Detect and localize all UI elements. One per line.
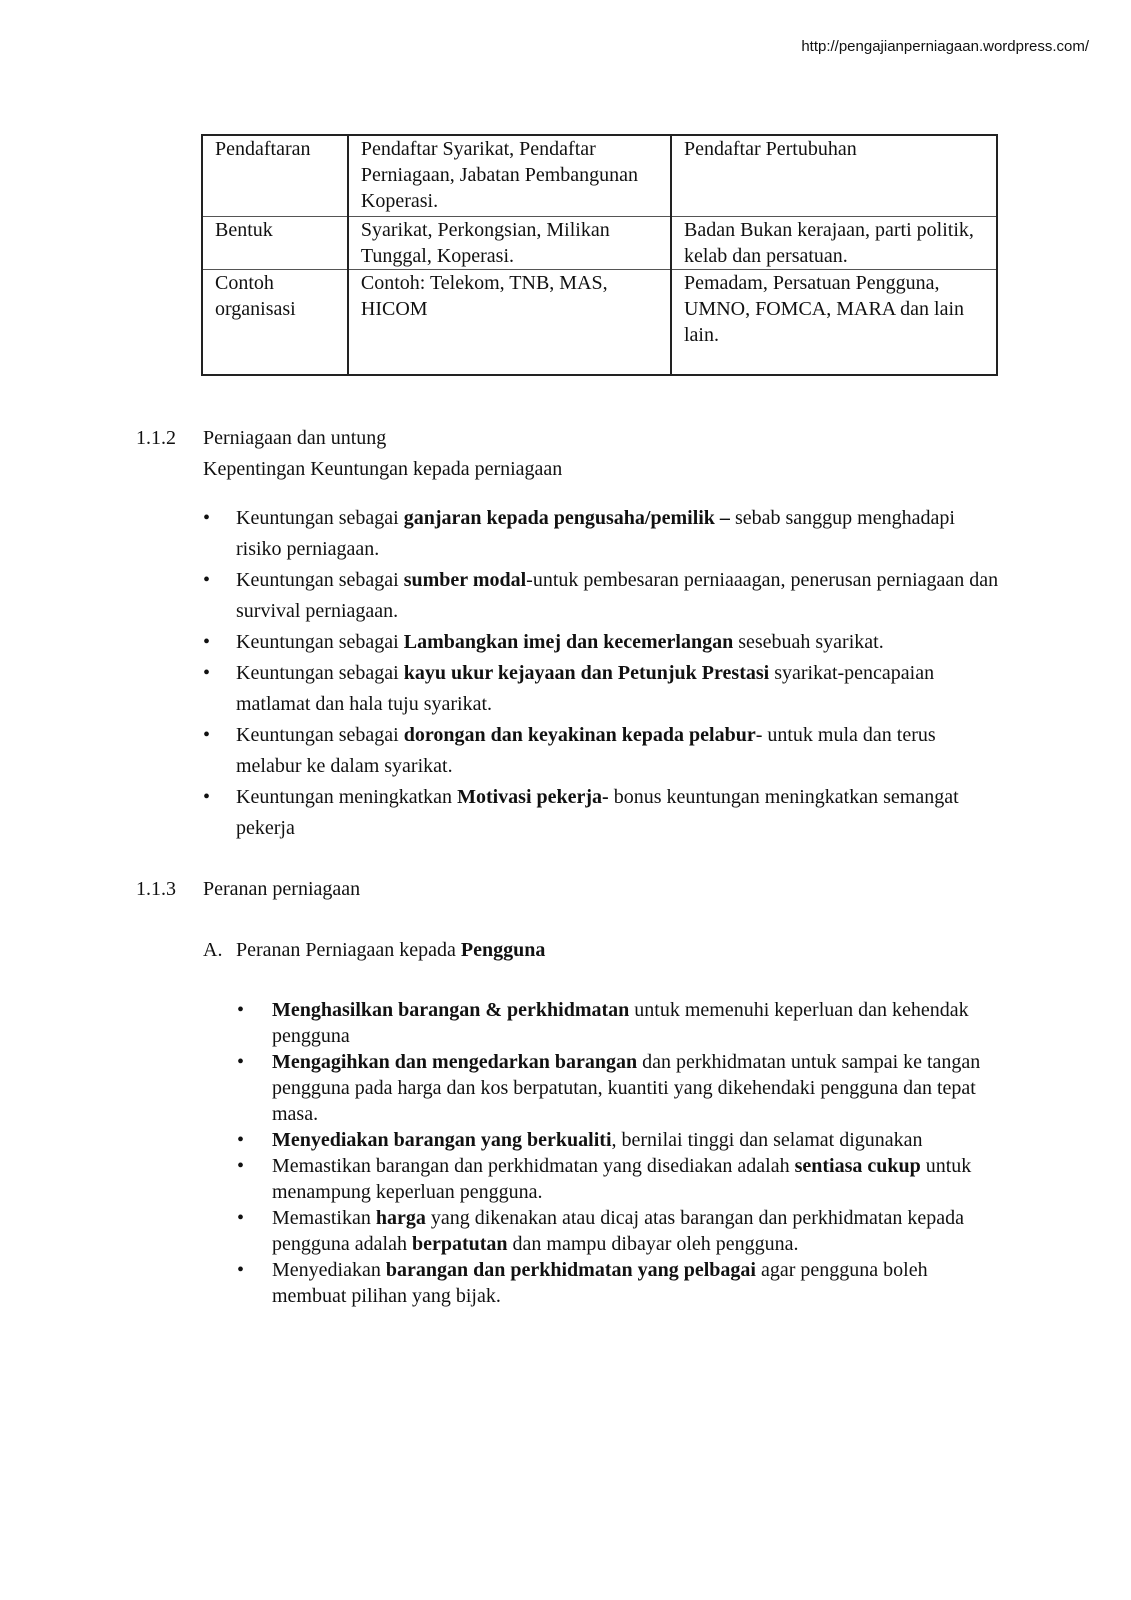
list-item: • Memastikan barangan dan perkhidmatan yang disediakan adalah sentiasa cukup untuk menampung keperluan pengguna. — [237, 1153, 997, 1205]
business-cell: Syarikat, Perkongsian, Milikan Tunggal, Koperasi. — [348, 217, 671, 270]
subsection-bold: Pengguna — [460, 939, 546, 961]
list-item: • Keuntungan sebagai Lambangkan imej dan kecemerlangan sesebuah syarikat. — [203, 627, 1003, 658]
list-item: • Keuntungan sebagai dorongan dan keyakinan kepada pelabur- untuk mula dan terus melabur ke dalam syarikat. — [203, 720, 1003, 782]
list-item: • Memastikan harga yang dikenakan atau dicaj atas barangan dan perkhidmatan kepada pengguna adalah berpatutan dan mampu dibayar oleh pengguna. — [237, 1205, 997, 1257]
row-label: Contoh organisasi — [202, 270, 348, 376]
consumer-role-list — [237, 997, 997, 1309]
row-label: Pendaftaran — [202, 135, 348, 217]
section-number: 1.1.3 — [136, 878, 176, 900]
business-cell: Contoh: Telekom, TNB, MAS, HICOM — [348, 270, 671, 376]
section-title: Perniagaan dan untung — [203, 427, 387, 449]
list-item: • Menyediakan barangan dan perkhidmatan yang pelbagai agar pengguna boleh membuat pilihan yang bijak. — [237, 1257, 997, 1309]
list-item: • Keuntungan meningkatkan Motivasi pekerja- bonus keuntungan meningkatkan semangat pekerja — [203, 782, 1003, 844]
non-business-cell: Pendaftar Pertubuhan — [671, 135, 997, 217]
table-row — [202, 135, 997, 217]
list-item: • Menghasilkan barangan & perkhidmatan untuk memenuhi keperluan dan kehendak pengguna — [237, 997, 997, 1049]
subsection-letter: A. — [203, 939, 223, 961]
source-url: http://pengajianperniagaan.wordpress.com/ — [801, 38, 1089, 55]
profit-importance-list — [203, 503, 1003, 844]
table-row — [202, 217, 997, 270]
list-item: • Keuntungan sebagai kayu ukur kejayaan dan Petunjuk Prestasi syarikat-pencapaian matlamat dan hala tuju syarikat. — [203, 658, 1003, 720]
section-112-subtitle: Kepentingan Keuntungan kepada perniagaan — [203, 458, 563, 480]
organization-comparison-table — [201, 134, 998, 376]
list-item: • Keuntungan sebagai sumber modal-untuk pembesaran perniaaagan, penerusan perniagaan dan survival perniagaan. — [203, 565, 1003, 627]
list-item: • Menyediakan barangan yang berkualiti, bernilai tinggi dan selamat digunakan — [237, 1127, 997, 1153]
non-business-cell: Badan Bukan kerajaan, parti politik, kelab dan persatuan. — [671, 217, 997, 270]
subsection-a-heading — [203, 935, 545, 965]
section-number: 1.1.2 — [136, 427, 176, 449]
row-label: Bentuk — [202, 217, 348, 270]
list-item: • Mengagihkan dan mengedarkan barangan dan perkhidmatan untuk sampai ke tangan pengguna pada harga dan kos berpatutan, kuantiti yang dikehendaki pengguna dan tepat masa. — [237, 1049, 997, 1127]
table-row — [202, 270, 997, 376]
non-business-cell: Pemadam, Persatuan Pengguna, UMNO, FOMCA, MARA dan lain lain. — [671, 270, 997, 376]
subsection-text: Peranan Perniagaan kepada — [236, 939, 461, 961]
business-cell: Pendaftar Syarikat, Pendaftar Perniagaan, Jabatan Pembangunan Koperasi. — [348, 135, 671, 217]
list-item: • Keuntungan sebagai ganjaran kepada pengusaha/pemilik – sebab sanggup menghadapi risiko perniagaan. — [203, 503, 1003, 565]
section-title: Peranan perniagaan — [203, 878, 361, 900]
